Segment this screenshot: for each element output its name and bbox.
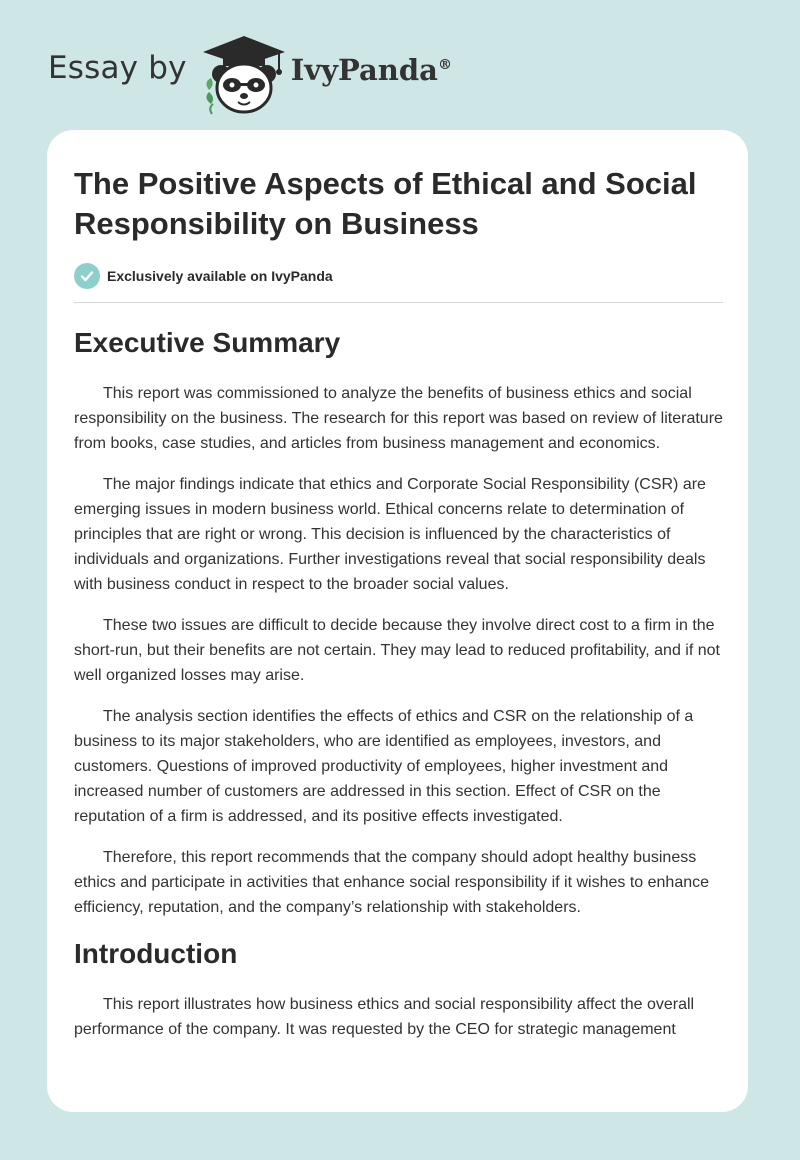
paragraph: This report illustrates how business ethics and social responsibility affect the overall performance of the company. It was requested by the CEO for strategic management: [74, 996, 695, 1038]
paragraph: Therefore, this report recommends that the company should adopt healthy business ethics and participate in activities that enhance social responsibility if it wishes to enhance efficiency, reputation, and the company’s relationship with stakeholders.: [74, 849, 710, 916]
check-circle-icon: [74, 263, 100, 289]
essay-card: [47, 130, 748, 1112]
page-title: The Positive Aspects of Ethical and Social Responsibility on Business: [74, 166, 697, 241]
site-header: [48, 30, 452, 116]
ivypanda-logo-icon[interactable]: [199, 30, 289, 116]
registered-mark: ®: [437, 57, 452, 73]
section-heading-executive-summary: Executive Summary: [74, 327, 341, 358]
exclusive-badge-text: Exclusively available on IvyPanda: [107, 268, 333, 284]
brand-name[interactable]: [291, 53, 452, 87]
essay-body: [74, 325, 724, 1058]
exclusive-badge: [74, 263, 333, 289]
section-heading-introduction: Introduction: [74, 938, 238, 969]
title-divider: [74, 302, 723, 303]
paragraph: The analysis section identifies the effects of ethics and CSR on the relationship of a business to its major stakeholders, who are identified as employees, investors, and customers. Questions of improved productivity of employees, higher investment and increased number of customers are addressed in this section. Effect of CSR on the reputation of a firm is addressed, and its positive effects investigated.: [74, 708, 694, 825]
brand-name-text: IvyPanda: [290, 53, 438, 87]
essay-by-label: Essay by: [48, 50, 187, 86]
paragraph: These two issues are difficult to decide because they involve direct cost to a firm in the short-run, but their benefits are not certain. They may lead to reduced profitability, and if not well organized losses may arise.: [74, 617, 720, 684]
paragraph: The major findings indicate that ethics and Corporate Social Responsibility (CSR) are emerging issues in modern business world. Ethical concerns relate to determination of principles that are right or wrong. This decision is influenced by the characteristics of individuals and organizations. Further investigations reveal that social responsibility deals with business conduct in respect to the broader social values.: [74, 476, 706, 593]
paragraph: This report was commissioned to analyze the benefits of business ethics and social responsibility on the business. The research for this report was based on review of literature from books, case studies, and articles from business management and economics.: [74, 385, 723, 452]
